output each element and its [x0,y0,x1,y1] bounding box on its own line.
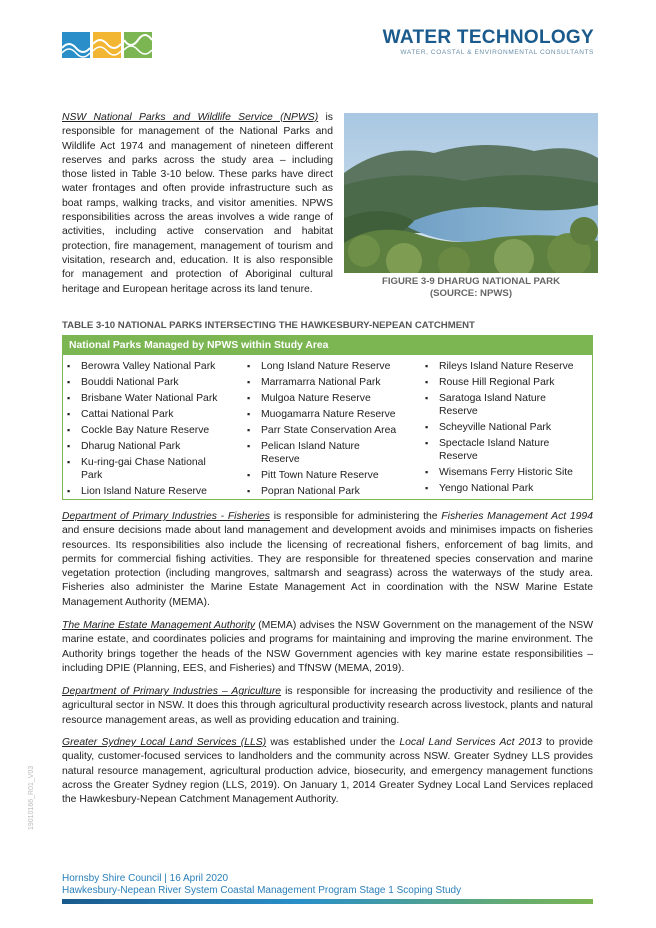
footer [62,873,461,897]
mema-text: (MEMA) advises the NSW Government on the management of the NSW marine estate, and coordinates policies and programs for maintaining and improving the marine environment. The Authority brings together the heads of the NSW Government agencies with key marine estate responsibilities – including DPIE (Planning, EES, and Fisheries) and TfNSW (MEMA, 2019). [62,620,594,674]
lls-link[interactable]: Greater Sydney Local Land Services (LLS) [62,737,267,748]
list-item: ▪ Cattai National Park [63,408,243,421]
list-item: ▪ Cockle Bay Nature Reserve [63,424,243,437]
table-column-1 [63,360,243,501]
list-item: ▪ Scheyville National Park [421,421,593,434]
fisheries-paragraph [62,510,593,610]
footer-bar [62,899,593,904]
brand-title: WATER TECHNOLOGY [382,27,594,48]
list-item: ▪ Brisbane Water National Park [63,392,243,405]
list-item: ▪ Muogamarra Nature Reserve [243,408,423,421]
agriculture-paragraph [62,685,593,728]
lls-paragraph [62,736,593,807]
fisheries-text-2: and ensure decisions made about land management and development avoids and minimises impacts on fisheries resources. Its responsibilities also include the licensing of recreational fishers, enforcement of bag limits, and permits for commercial fishing activities. They are responsible for threatened species conservation and marine vegetation protection (including mangroves, saltmarsh and seagrass) across the waterways of the study area. Fisheries also administer the Marine Estate Management Act in coordination with the NSW Marine Estate Management Authority (MEMA). [62,525,593,608]
intro-paragraph [62,111,333,297]
national-parks-table [62,335,593,500]
list-item: ▪ Wisemans Ferry Historic Site [421,466,593,479]
mema-paragraph [62,619,593,676]
fisheries-act: Fisheries Management Act 1994 [441,511,593,522]
list-item: ▪ Pelican Island Nature Reserve [243,440,386,466]
brand-subtitle: WATER, COASTAL & ENVIRONMENTAL CONSULTANTS [400,49,594,56]
footer-line2: Hawkesbury-Nepean River System Coastal Management Program Stage 1 Scoping Study [62,885,462,896]
figure-caption-line1: FIGURE 3-9 DHARUG NATIONAL PARK [381,276,561,287]
list-item: ▪ Lion Island Nature Reserve [63,485,243,498]
agriculture-link[interactable]: Department of Primary Industries – Agriculture [62,686,282,697]
list-item: ▪ Yengo National Park [421,482,593,495]
list-item: ▪ Berowra Valley National Park [63,360,243,373]
fisheries-text-1: is responsible for administering the [269,511,442,522]
table-caption: TABLE 3-10 NATIONAL PARKS INTERSECTING THE HAWKESBURY-NEPEAN CATCHMENT [62,320,475,331]
list-item: ▪ Dharug National Park [63,440,243,453]
agriculture-text: is responsible for increasing the productivity and resilience of the agricultural sector in NSW. It does this through agricultural productivity research across livestock, plants and natural resource management areas, as well as providing education and training. [62,686,593,726]
table-column-2 [243,360,423,501]
intro-text: is responsible for management of the National Parks and Wildlife Act 1974 and management of nineteen different reserves and parks across the study area – including those listed in Table 3-10 below. These parks have direct water frontages and often provide infrastructure such as boat ramps, walking tracks, and visitor amenities. NPWS responsibilities across the areas involves a wide range of activities, including active conservation and habitat protection, fire management, management of tourism and visitation, research and, education. It is also responsible for management and protection of Aboriginal cultural heritage and European heritage across its land tenure. [62,112,333,295]
list-item: ▪ Saratoga Island Nature Reserve [421,392,564,418]
table-column-3 [421,360,593,498]
list-item: ▪ Long Island Nature Reserve [243,360,423,373]
brand [383,28,594,56]
footer-line1: Hornsby Shire Council | 16 April 2020 [62,873,229,884]
water-technology-logo-icon [62,30,152,60]
list-item: ▪ Marramarra National Park [243,376,423,389]
lls-text-1: was established under the [266,737,400,748]
document-reference-watermark: 19010166_R01_V03 [28,765,35,830]
lls-act: Local Land Services Act 2013 [399,737,542,748]
list-item: ▪ Pitt Town Nature Reserve [243,469,423,482]
mema-link[interactable]: The Marine Estate Management Authority [62,620,256,631]
table-header: National Parks Managed by NPWS within Study Area [63,336,592,355]
list-item: ▪ Rileys Island Nature Reserve [421,360,593,373]
list-item: ▪ Spectacle Island Nature Reserve [421,437,564,463]
list-item: ▪ Ku-ring-gai Chase National Park [63,456,221,482]
npws-link[interactable]: NSW National Parks and Wildlife Service (NPWS) [62,112,319,123]
list-item: ▪ Popran National Park [243,485,423,498]
list-item: ▪ Parr State Conservation Area [243,424,423,437]
figure-caption-line2: (SOURCE: NPWS) [429,288,513,299]
figure-caption [344,276,598,300]
list-item: ▪ Mulgoa Nature Reserve [243,392,423,405]
list-item: ▪ Bouddi National Park [63,376,243,389]
dharug-national-park-photo [344,113,598,273]
lls-text-2: to provide quality, customer-focused services to landholders and the community across NSW. Greater Sydney LLS provides natural resource management, agricultural production advice, biosecurity, and emergency management functions across the Greater Sydney region (LLS, 2019). On January 1, 2014 Greater Sydney Local Land Services replaced the Hawkesbury-Nepean Catchment Management Authority. [62,737,593,806]
fisheries-link[interactable]: Department of Primary Industries - Fisheries [62,511,270,522]
list-item: ▪ Rouse Hill Regional Park [421,376,593,389]
